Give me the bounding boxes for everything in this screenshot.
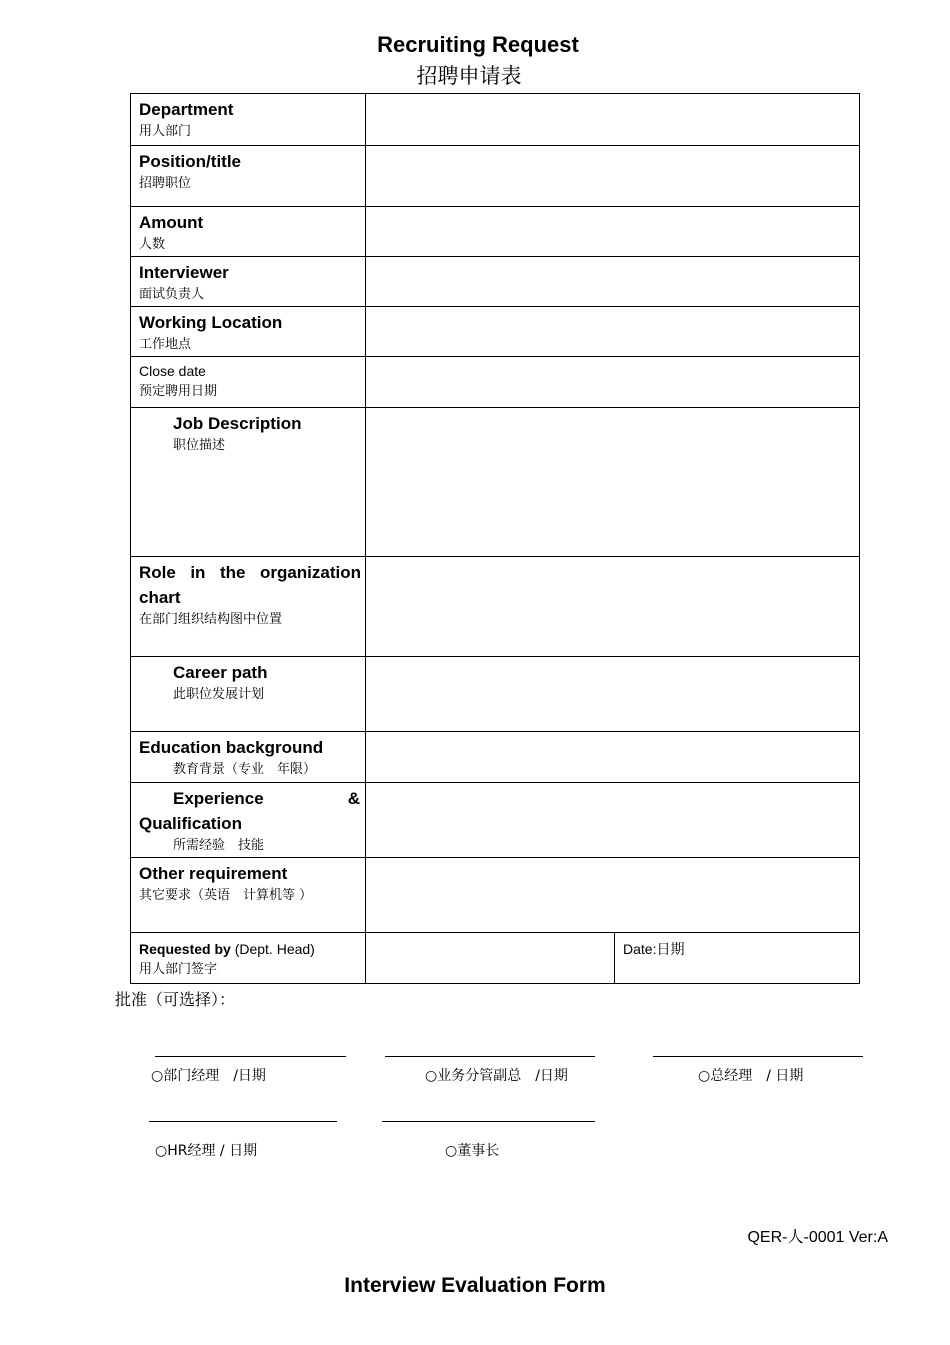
working-location-field[interactable] <box>366 307 860 357</box>
row-label-en: Amount <box>139 213 204 232</box>
requested-by-label <box>139 941 315 957</box>
label-cell <box>131 408 366 557</box>
label-cell <box>131 207 366 257</box>
sig-hr-manager: ○HR经理 / 日期 <box>155 1143 258 1159</box>
row-position <box>131 146 860 207</box>
requested-by-zh: 用人部门签字 <box>139 962 218 977</box>
row-label-zh: 所需经验 技能 <box>173 838 265 853</box>
label-cell <box>131 933 366 984</box>
label-cell <box>131 307 366 357</box>
row-label-zh: 职位描述 <box>173 438 226 453</box>
requested-by-plain: (Dept. Head) <box>230 941 315 957</box>
label-cell <box>131 657 366 732</box>
row-label-en: Working Location <box>139 313 283 332</box>
row-amount <box>131 207 860 257</box>
row-requested-by <box>131 933 860 984</box>
row-label-zh: 面试负责人 <box>139 287 205 302</box>
label-cell <box>131 858 366 933</box>
row-label-en: Job Description <box>173 414 302 433</box>
signature-line-vp[interactable] <box>385 1056 595 1057</box>
row-label-zh: 教育背景（专业 年限） <box>173 762 317 777</box>
ampersand: & <box>347 789 360 808</box>
row-label-en-line1: Role in the organization <box>139 563 361 582</box>
row-label-zh: 其它要求（英语 计算机等 ） <box>139 888 313 903</box>
label-cell <box>131 146 366 207</box>
label-cell <box>131 557 366 657</box>
row-label-zh: 预定聘用日期 <box>139 384 218 399</box>
row-label-en: Education background <box>139 738 324 757</box>
signature-field[interactable] <box>366 933 615 984</box>
row-working-location <box>131 307 860 357</box>
label-cell <box>131 94 366 146</box>
row-label-zh: 用人部门 <box>139 124 192 139</box>
sig-chairman: ○董事长 <box>445 1143 500 1159</box>
label-cell <box>131 783 366 858</box>
signature-line-hr[interactable] <box>149 1121 337 1122</box>
department-field[interactable] <box>366 94 860 146</box>
doc-code: QER-人-0001 Ver:A <box>747 1229 888 1246</box>
signature-line-gm[interactable] <box>653 1056 863 1057</box>
other-requirement-field[interactable] <box>366 858 860 933</box>
row-label-en: Department <box>139 100 234 119</box>
row-label-en: Interviewer <box>139 263 229 282</box>
row-close-date <box>131 357 860 408</box>
row-label-zh: 在部门组织结构图中位置 <box>139 612 283 627</box>
recruiting-request-table <box>130 93 860 984</box>
row-label-en-line2: Qualification <box>139 814 242 833</box>
label-cell <box>131 357 366 408</box>
row-other-requirement <box>131 858 860 933</box>
row-role-in-org <box>131 557 860 657</box>
row-career-path <box>131 657 860 732</box>
label-cell <box>131 257 366 307</box>
row-label-zh: 招聘职位 <box>139 176 192 191</box>
close-date-field[interactable] <box>366 357 860 408</box>
experience-field[interactable] <box>366 783 860 858</box>
row-label-en: Close date <box>139 363 206 379</box>
sig-gm: ○总经理 / 日期 <box>698 1068 804 1084</box>
row-label-zh: 人数 <box>139 237 166 252</box>
row-education <box>131 732 860 783</box>
amount-field[interactable] <box>366 207 860 257</box>
career-path-field[interactable] <box>366 657 860 732</box>
row-label-en: Other requirement <box>139 864 288 883</box>
row-job-description <box>131 408 860 557</box>
form-title-en: Recruiting Request <box>377 32 579 57</box>
sig-dept-manager: ○部门经理 /日期 <box>151 1068 266 1084</box>
row-interviewer <box>131 257 860 307</box>
next-form-title: Interview Evaluation Form <box>344 1274 606 1297</box>
approval-heading: 批准（可选择）： <box>115 990 236 1009</box>
date-cell[interactable] <box>615 933 860 984</box>
date-label: Date:日期 <box>623 941 685 957</box>
experience-word: Experience <box>173 789 264 808</box>
row-label-en-line2: chart <box>139 588 181 607</box>
requested-by-bold: Requested by <box>139 941 231 957</box>
position-field[interactable] <box>366 146 860 207</box>
sig-vp: ○业务分管副总 /日期 <box>425 1068 568 1084</box>
label-cell <box>131 732 366 783</box>
row-label-zh: 此职位发展计划 <box>173 687 265 702</box>
row-label-en: Career path <box>173 663 268 682</box>
row-department <box>131 94 860 146</box>
row-label-zh: 工作地点 <box>139 337 192 352</box>
role-in-org-field[interactable] <box>366 557 860 657</box>
row-experience <box>131 783 860 858</box>
row-label-en: Position/title <box>139 152 241 171</box>
signature-line-chairman[interactable] <box>382 1121 595 1122</box>
form-title-zh: 招聘申请表 <box>416 64 522 88</box>
interviewer-field[interactable] <box>366 257 860 307</box>
education-field[interactable] <box>366 732 860 783</box>
signature-line-dept-manager[interactable] <box>155 1056 346 1057</box>
row-label-en-line1 <box>139 786 361 811</box>
job-description-field[interactable] <box>366 408 860 557</box>
